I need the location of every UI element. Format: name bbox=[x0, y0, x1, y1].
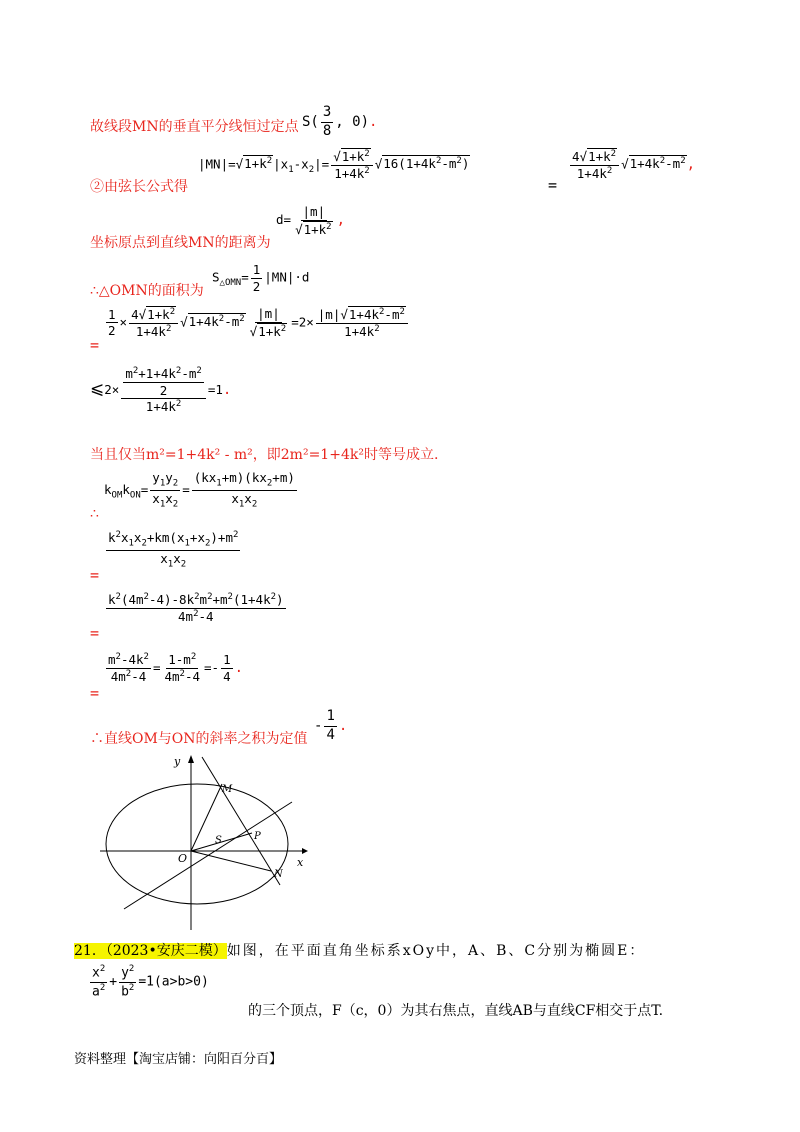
therefore-symbol: ∴ bbox=[90, 506, 99, 522]
problem-number: 21．（2023•安庆二模） bbox=[74, 943, 227, 959]
chord-length-label: ②由弦长公式得 bbox=[90, 179, 188, 195]
problem-text1: 如图，在平面直角坐标系xOy中，A、B、C分别为椭圆E： bbox=[226, 943, 646, 959]
ellipse-equation: $\frac{x^2}{a^2}$ + $\frac{y^2}{b^2}$ =1(a>b>0) bbox=[92, 964, 209, 999]
area-formula: $S_{\triangle OMN}=$ $\frac{1}{2}$ |MN|·d bbox=[212, 262, 310, 294]
label-x: x bbox=[297, 856, 304, 869]
fixed-point-text: 故线段MN的垂直平分线恒过定点 bbox=[90, 119, 299, 135]
ellipse-figure bbox=[90, 745, 320, 930]
label-p: P bbox=[254, 831, 261, 842]
ellipse bbox=[106, 784, 288, 904]
chord-length-formula-part1: $|MN|=√1+k^2|x_1-x_2|=$ $\frac{√1+k^2}{1+4k^2}$ $√16(1+4k^2-m^2)$ bbox=[198, 149, 470, 181]
equals-sign-l5: = bbox=[90, 336, 100, 354]
area-expansion: $\frac{1}{2}$ × $\frac{4√1+k^2}{1+4k^2}$ $√1+4k^2-m^2$ $\frac{|m|}{√1+k^2}$ =2× $\frac{|m|√1+4k^2-m^2}{1+4k^2}$ bbox=[104, 306, 410, 340]
problem-21-line2: 的三个顶点，F（c，0）为其右焦点，直线AB与直线CF相交于点T. bbox=[248, 1003, 664, 1019]
label-n: N bbox=[274, 869, 283, 880]
y-axis-arrow bbox=[188, 755, 194, 763]
distance-label: 坐标原点到直线MN的距离为 bbox=[90, 235, 271, 251]
conclusion-value: - $\frac{1}{4}$ . bbox=[314, 708, 348, 743]
line-fixed-point bbox=[90, 116, 299, 136]
conclusion-text: ∴直线OM与ON的斜率之积为定值 bbox=[90, 731, 308, 747]
equals-sign-l9: = bbox=[90, 566, 100, 584]
slope-expansion-2: $\frac{k^2(4m^2-4)-8k^2m^2+m^2(1+4k^2)}{4m^2-4}$ bbox=[108, 592, 284, 624]
equals-sign-l10: = bbox=[90, 624, 100, 642]
footer-note: 资料整理【淘宝店铺：向阳百分百】 bbox=[74, 1052, 283, 1067]
point-s-formula: S( $\frac{3}{8}$ , 0). bbox=[302, 104, 378, 139]
slope-product-formula: $k_{OM}k_{ON}=$ $\frac{y_1y_2}{x_1x_2}$ = $\frac{(kx_1+m)(kx_2+m)}{x_1x_2}$ bbox=[104, 470, 295, 510]
slope-result: $\frac{m^2-4k^2}{4m^2-4}$ = $\frac{1-m^2}{4m^2-4}$ =- $\frac{1}{4}$ . bbox=[108, 652, 244, 684]
slope-expansion-1: $\frac{k^2x_1x_2+km(x_1+x_2)+m^2}{x_1x_2}$ bbox=[108, 530, 239, 570]
inequality-formula: ⩽2× $\frac{\frac{m^2+1+4k^2-m^2}{2}}{1+4k^2}$ =1. bbox=[90, 366, 232, 415]
distance-formula: d= $\frac{|m|}{√1+k^2}$ , bbox=[276, 204, 346, 237]
label-o: O bbox=[178, 852, 188, 865]
label-m: M bbox=[222, 784, 233, 795]
equals-sign: = bbox=[548, 176, 558, 194]
label-y: y bbox=[174, 755, 181, 768]
problem-21-line1 bbox=[74, 940, 645, 960]
label-s: S bbox=[215, 835, 222, 846]
line-mn bbox=[202, 757, 280, 885]
segment-on bbox=[191, 851, 271, 871]
equality-condition: 当且仅当m²=1+4k² - m²，即2m²=1+4k²时等号成立. bbox=[90, 447, 439, 463]
equals-sign-l11: = bbox=[90, 684, 100, 702]
area-label: ∴△OMN的面积为 bbox=[90, 283, 204, 299]
chord-length-formula-part2: $\frac{4√1+k^2}{1+4k^2}$ $√1+4k^2-m^2$, bbox=[572, 149, 696, 181]
x-axis-arrow bbox=[302, 848, 308, 854]
